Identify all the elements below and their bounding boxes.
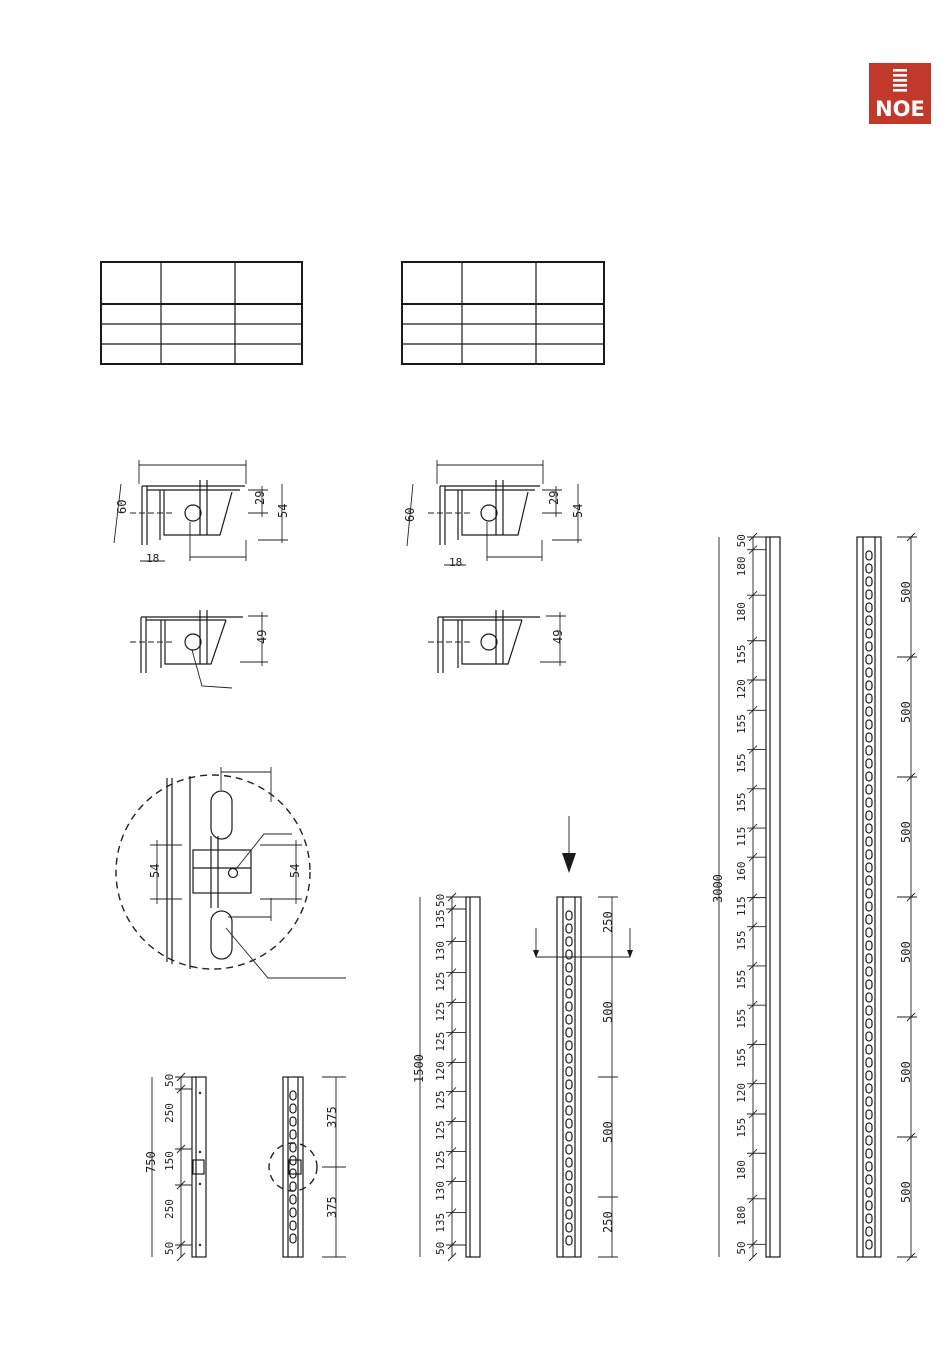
rail-3000-spacing: 500 <box>899 1061 913 1083</box>
dim-foot-right: 18 <box>449 556 463 569</box>
rail-1500 <box>420 893 480 1261</box>
rail-3000-segment: 180 <box>735 602 748 622</box>
bracket-lower-left <box>130 610 268 688</box>
rail-1500-total: 1500 <box>412 1054 426 1083</box>
rail-1500-spacing-3: 500 <box>601 1121 615 1143</box>
rail-3000-segment: 155 <box>735 792 748 813</box>
rail-3000-segment: 155 <box>735 930 748 951</box>
rail-750-segment: 50 <box>163 1241 176 1255</box>
rail-3000-segment: 155 <box>735 644 748 665</box>
dim-detail-right: 54 <box>288 863 302 878</box>
dim-foot-left: 18 <box>146 552 160 565</box>
rail-750-segment: 250 <box>163 1199 176 1219</box>
rail-3000-segment: 155 <box>735 1117 748 1138</box>
rail-3000-segment: 180 <box>735 1205 748 1226</box>
rail-1500-segment: 125 <box>434 1001 447 1022</box>
rail-1500-segment: 50 <box>434 1241 447 1255</box>
dim-hole-height-left: 54 <box>276 503 290 518</box>
rail-1500-segment: 125 <box>434 971 447 992</box>
bracket-top-right <box>407 460 582 565</box>
bracket-top-left <box>114 460 288 561</box>
rail-3000-segment: 180 <box>735 1160 748 1181</box>
rail-750-segment: 50 <box>163 1073 176 1087</box>
rail-750-segment: 150 <box>163 1151 176 1171</box>
rail-750 <box>152 1073 206 1261</box>
rail-3000-segment: 155 <box>735 969 748 990</box>
rail-750-slotted <box>269 1077 346 1257</box>
dim-top-offset-right: 29 <box>547 490 561 505</box>
rail-1500-segment: 125 <box>434 1031 447 1052</box>
rail-1500-segment: 125 <box>434 1120 447 1141</box>
rail-750-half-2: 375 <box>325 1196 339 1218</box>
rail-1500-segment: 50 <box>434 893 447 907</box>
rail-750-half-1: 375 <box>325 1106 339 1128</box>
bracket-lower-right <box>428 610 566 673</box>
rail-3000-spacing: 500 <box>899 581 913 603</box>
rail-750-segment: 250 <box>163 1103 176 1123</box>
rail-3000-segment: 120 <box>735 1082 748 1103</box>
dim-height-left: 60 <box>115 499 129 514</box>
logo-text: NOE <box>875 97 925 121</box>
rail-3000-segment: 50 <box>735 1241 748 1255</box>
rail-1500-segment: 125 <box>434 1150 447 1171</box>
rail-3000-segment: 180 <box>735 556 748 577</box>
rail-750-total: 750 <box>144 1151 158 1173</box>
rail-1500-slotted <box>533 816 633 1257</box>
rail-1500-spacing-4: 250 <box>601 1211 615 1233</box>
rail-3000-segment: 120 <box>735 679 748 700</box>
rail-3000-segment: 155 <box>735 714 748 734</box>
rail-3000-segment: 115 <box>735 896 748 917</box>
rail-1500-segment: 135 <box>434 1212 447 1233</box>
rail-3000-spacing: 500 <box>899 821 913 843</box>
rail-3000-segment: 155 <box>735 753 748 774</box>
rail-3000-spacing: 500 <box>899 1181 913 1203</box>
dim-detail-left: 54 <box>148 863 162 878</box>
rail-1500-segment: 130 <box>434 941 447 961</box>
dim-hole-height-right: 54 <box>571 503 585 518</box>
rail-3000-spacing: 500 <box>899 941 913 963</box>
dim-height-right: 60 <box>403 507 417 522</box>
rail-3000-segment: 160 <box>735 861 748 882</box>
noe-logo <box>869 63 931 124</box>
dim-lower-height-left: 49 <box>255 629 269 644</box>
rail-1500-segment: 120 <box>434 1061 447 1081</box>
rail-3000-total: 3000 <box>711 874 725 903</box>
rail-1500-spacing-1: 250 <box>601 911 615 933</box>
rail-3000-spacing: 500 <box>899 701 913 723</box>
table-right <box>402 262 604 364</box>
dim-top-offset-left: 29 <box>253 490 267 505</box>
rail-3000-segment: 115 <box>735 826 748 847</box>
rail-3000 <box>719 533 780 1261</box>
table-left <box>101 262 302 364</box>
rail-1500-segment: 125 <box>434 1090 447 1111</box>
rail-1500-spacing-2: 500 <box>601 1001 615 1023</box>
rail-3000-slotted <box>857 533 917 1261</box>
rail-3000-segment: 155 <box>735 1048 748 1069</box>
rail-1500-segment: 130 <box>434 1181 447 1201</box>
dim-lower-height-right: 49 <box>551 629 565 644</box>
rail-3000-segment: 155 <box>735 1008 748 1029</box>
rail-3000-segment: 50 <box>735 534 748 548</box>
rail-1500-segment: 135 <box>434 909 447 930</box>
